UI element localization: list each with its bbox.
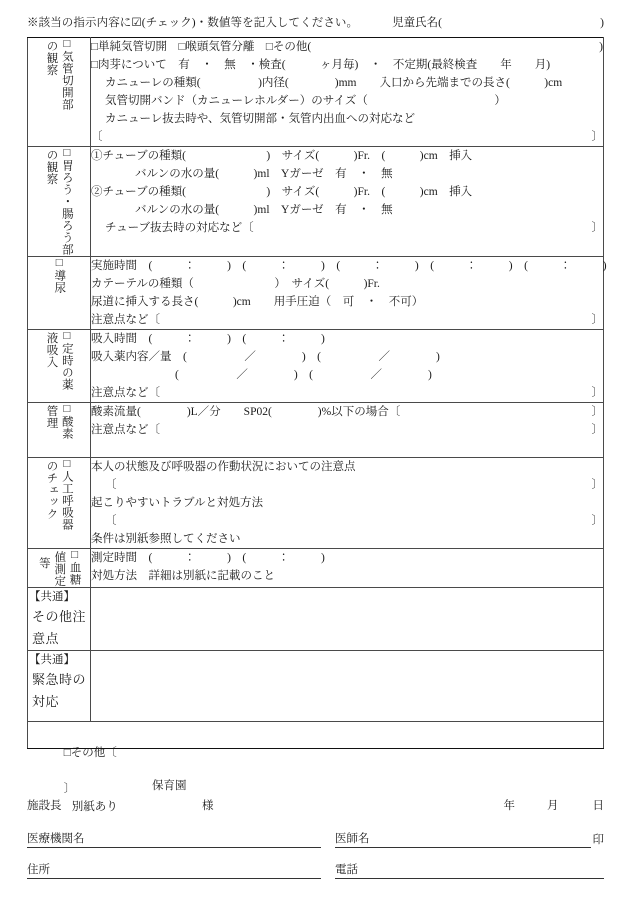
form-footer <box>27 778 604 879</box>
table-row-catheterization <box>28 256 604 329</box>
emergency-response-subtitle: 緊急時の対応 <box>32 671 87 709</box>
seal-mark: 印 <box>592 834 604 846</box>
common-label-other-notes <box>28 587 91 650</box>
doctor-name-input[interactable] <box>372 833 591 848</box>
emergency-response-title: 【共通】 <box>29 653 75 666</box>
gastrostomy-label-col1: □胃ろう・腸ろう部 <box>60 147 73 256</box>
tracheostomy-line-3[interactable]: カニューレの種類( )内径( )mm 入口から先端までの長さ( )cm <box>105 77 563 89</box>
section-label-inhalation[interactable] <box>28 329 91 402</box>
institution-name-field[interactable] <box>27 830 321 848</box>
table-row-inhalation <box>28 329 604 402</box>
oxygen-freetext-close: 〕 <box>591 423 603 436</box>
date-month: 月 <box>547 800 559 812</box>
blood-glucose-label-col2: 値測定 <box>53 550 66 587</box>
date-year: 年 <box>503 800 515 812</box>
gastrostomy-freetext[interactable] <box>91 219 603 237</box>
header-instruction-line <box>27 14 604 34</box>
tracheostomy-freetext[interactable] <box>91 128 603 146</box>
ventilator-freetext-2-close: 〕 <box>591 514 603 527</box>
ventilator-line-1: 本人の状態及び呼吸器の作動状況においての注意点 <box>91 460 356 473</box>
gastrostomy-label-col2: の観察 <box>45 149 58 185</box>
addressee-line <box>27 795 604 817</box>
table-row-tracheostomy <box>28 38 604 147</box>
nursery-name-line: 保育園 <box>152 780 187 792</box>
address-phone-row <box>27 861 604 879</box>
tracheostomy-line-1-text: □単純気管切開 □喉頭気管分離 □その他( <box>91 41 312 53</box>
section-label-gastrostomy[interactable] <box>28 147 91 257</box>
gastrostomy-line-2[interactable]: バルンの水の量( )ml Yガーゼ 有 ・ 無 <box>135 168 393 180</box>
inhalation-freetext-open: 注意点など〔 <box>91 386 160 399</box>
tracheostomy-label-col2: の観察 <box>45 40 58 76</box>
other-notes-title: 【共通】 <box>29 590 75 603</box>
inhalation-freetext[interactable] <box>91 384 603 402</box>
oxygen-freetext[interactable] <box>91 421 603 439</box>
section-label-blood-glucose[interactable] <box>28 548 91 587</box>
honorific-sama: 様 <box>202 800 214 812</box>
oxygen-line-1-close: 〕 <box>591 405 603 418</box>
inhalation-line-3[interactable]: ( ／ ) ( ／ ) <box>175 368 432 381</box>
tracheostomy-freetext-close: 〕 <box>591 131 603 143</box>
ventilator-freetext-1-close: 〕 <box>591 478 603 491</box>
gastrostomy-line-1[interactable]: ①チューブの種類( ) サイズ( )Fr. ( )cm 挿入 <box>91 150 473 162</box>
oxygen-label-col2: 管理 <box>45 404 58 429</box>
institution-doctor-row <box>27 830 604 848</box>
catheterization-freetext[interactable] <box>91 311 603 329</box>
catheterization-freetext-open: 注意点など〔 <box>91 313 160 326</box>
ventilator-label-col1: □人工呼吸器 <box>60 457 73 530</box>
other-notes-subtitle: その他注意点 <box>32 608 87 646</box>
ventilator-label-col2: のチェック <box>45 459 58 520</box>
common-label-emergency-response <box>28 650 91 721</box>
section-content-oxygen <box>91 402 604 457</box>
section-content-inhalation <box>91 329 604 402</box>
ventilator-freetext-2-open: 〔 <box>105 514 117 527</box>
oxygen-line-1-text: 酸素流量( )L／分 SP02( )%以下の場合〔 <box>91 405 401 418</box>
gastrostomy-line-3[interactable]: ②チューブの種類( ) サイズ( )Fr. ( )cm 挿入 <box>91 186 473 198</box>
child-name-paren-close: ) <box>600 17 604 29</box>
tracheostomy-freetext-open: 〔 <box>91 131 103 143</box>
common-body-other-notes[interactable] <box>91 587 604 650</box>
common-body-emergency-response[interactable] <box>91 650 604 721</box>
inhalation-label-col2: 液吸入 <box>45 331 58 368</box>
date-day: 日 <box>592 800 604 812</box>
oxygen-line-1[interactable] <box>91 403 603 421</box>
child-name-field[interactable] <box>392 14 604 30</box>
inhalation-line-2[interactable]: 吸入薬内容／量 ( ／ ) ( ／ ) <box>91 350 440 363</box>
other-row-attachment: 別紙あり <box>71 800 118 813</box>
section-content-gastrostomy <box>91 147 604 257</box>
tracheostomy-label-col1: □気管切開部 <box>60 38 73 111</box>
ventilator-freetext-1[interactable] <box>91 476 603 494</box>
section-label-oxygen[interactable] <box>28 402 91 457</box>
gastrostomy-line-4[interactable]: バルンの水の量( )ml Yガーゼ 有 ・ 無 <box>135 204 393 216</box>
instruction-note: ※該当の指示内容に☑(チェック)・数値等を記入してください。 <box>27 17 359 29</box>
doctor-name-field[interactable] <box>335 830 604 848</box>
table-row-other-notes <box>28 587 604 650</box>
other-row-label: □その他〔 <box>63 746 117 759</box>
other-row-close: 〕 <box>63 782 76 795</box>
inhalation-line-1[interactable]: 吸入時間 ( ： ) ( ： ) <box>91 332 325 345</box>
oxygen-freetext-open: 注意点など〔 <box>91 423 160 436</box>
catheterization-line-3[interactable]: 尿道に挿入する長さ( )cm 用手圧迫（ 可 ・ 不可） <box>91 295 424 308</box>
address-field[interactable] <box>27 861 321 879</box>
ventilator-line-5: 条件は別紙参照してください <box>91 532 241 545</box>
table-row-ventilator <box>28 457 604 548</box>
table-row-oxygen <box>28 402 604 457</box>
blood-glucose-label-col1: □血糖 <box>68 548 81 585</box>
inhalation-freetext-close: 〕 <box>591 386 603 399</box>
facility-head-label: 施設長 <box>27 800 62 812</box>
tracheostomy-line-5: カニューレ抜去時や、気管切開部・気管内出血への対応など <box>105 113 416 125</box>
address-input[interactable] <box>52 864 321 879</box>
section-content-blood-glucose <box>91 548 604 587</box>
catheterization-label: □導尿 <box>53 256 66 293</box>
phone-field[interactable] <box>335 861 604 879</box>
inhalation-label-col1: □定時の薬 <box>60 329 73 390</box>
doctor-name-label: 医師名 <box>335 830 372 848</box>
oxygen-spacer <box>91 439 603 457</box>
tracheostomy-line-2[interactable]: □肉芽について 有 ・ 無 ・検査( ヶ月毎) ・ 不定期(最終検査 年 月) <box>91 59 551 71</box>
blood-glucose-line-2: 対処方法 詳細は別紙に記載のこと <box>91 569 275 582</box>
section-label-ventilator[interactable] <box>28 457 91 548</box>
phone-label: 電話 <box>335 861 360 879</box>
catheterization-freetext-close: 〕 <box>591 313 603 326</box>
phone-input[interactable] <box>360 864 604 879</box>
child-name-label: 児童氏名( <box>392 17 442 29</box>
oxygen-label-col1: □酸素 <box>60 402 73 439</box>
catheterization-line-2[interactable]: カテーテルの種類（ ） サイズ( )Fr. <box>91 277 380 290</box>
institution-name-input[interactable] <box>87 833 322 848</box>
tracheostomy-line-4[interactable]: 気管切開バンド（カニューレホルダー）のサイズ（ ） <box>105 95 506 107</box>
catheterization-line-1[interactable]: 実施時間 ( ： ) ( ： ) ( ： ) ( ： ) ( ： ) <box>91 259 607 272</box>
blood-glucose-line-1[interactable]: 測定時間 ( ： ) ( ： ) <box>91 551 325 564</box>
ventilator-freetext-1-open: 〔 <box>105 478 117 491</box>
table-row-gastrostomy <box>28 147 604 257</box>
table-row-other <box>28 721 604 748</box>
date-fields[interactable] <box>504 795 605 817</box>
blood-glucose-label-col3: 等 <box>37 556 50 569</box>
section-label-tracheostomy[interactable] <box>28 38 91 147</box>
tracheostomy-line-1-close: ) <box>599 41 603 53</box>
table-row-blood-glucose <box>28 548 604 587</box>
table-row-emergency-response <box>28 650 604 721</box>
section-content-tracheostomy <box>91 38 604 147</box>
section-content-ventilator <box>91 457 604 548</box>
tracheostomy-line-1[interactable] <box>91 38 603 56</box>
gastrostomy-freetext-close: 〕 <box>591 222 603 234</box>
institution-name-label: 医療機関名 <box>27 830 87 848</box>
gastrostomy-freetext-open: チューブ抜去時の対応など〔 <box>105 222 254 234</box>
address-label: 住所 <box>27 861 52 879</box>
ventilator-freetext-2[interactable] <box>91 512 603 530</box>
section-content-catheterization <box>91 256 607 329</box>
section-label-catheterization[interactable] <box>28 256 91 329</box>
ventilator-line-3: 起こりやすいトラブルと対処方法 <box>91 496 264 509</box>
